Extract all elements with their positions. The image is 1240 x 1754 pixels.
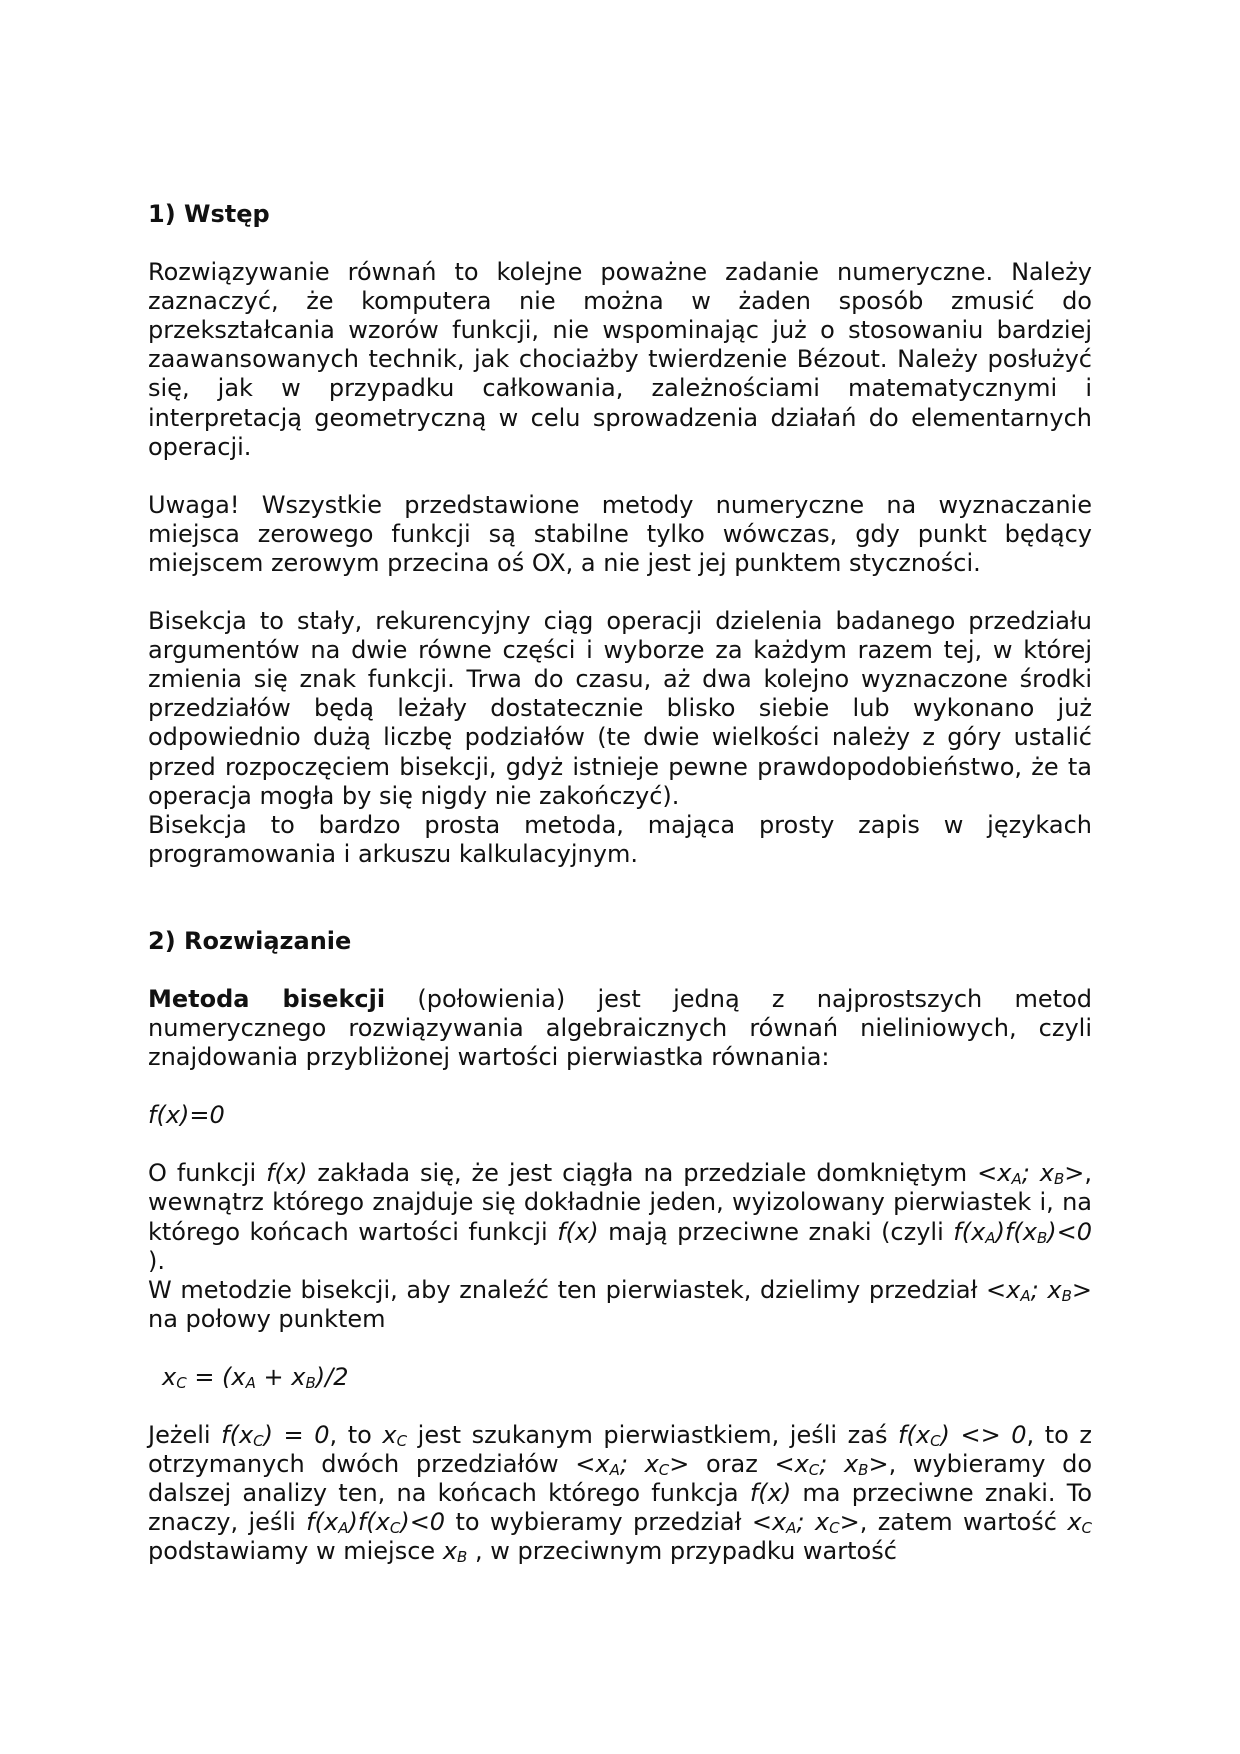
paragraph-selection: Jeżeli $f(x_C) = 0$, to $x_C$ jest szukanym pierwiastkiem, jeśli zaś $f(x_C) <> 0$, to z otrzymanych dwóch przedziałów $<x_A$; $x_C>$ oraz $<x_C$; $x_B>$, wybieramy do dalszej analizy ten, na końcach którego funkcja f(x) ma przeciwne znaki. To znaczy, jeśli $f(x_A)f(x_C)<0$ to wybieramy przedział $<x_A$; $x_C>$, zatem wartość $x_C$ podstawiamy w miejsce $x_B$ , w przeciwnym przypadku wartość — [148, 1421, 1093, 1567]
spacer — [148, 578, 1092, 607]
term-bold: Metoda bisekcji — [148, 984, 386, 1013]
document-page — [148, 200, 1092, 1566]
section-heading-intro: 1) Wstęp — [148, 200, 270, 228]
paragraph: Bisekcja to bardzo prosta metoda, mająca prosty zapis w językach programowania i arkuszu kalkulacyjnym. — [148, 810, 1092, 868]
paragraph: Rozwiązywanie równań to kolejne poważne zadanie numeryczne. Należy zaznaczyć, że komputera nie można w żaden sposób zmusić do przekształcania wzorów funkcji, nie wspominając już o stosowaniu bardziej zaawansowanych technik, jak chociażby twierdzenie Bézout. Należy posłużyć się, jak w przypadku całkowania, zależnościami matematycznymi i interpretacją geometryczną w celu sprowadzenia działań do elementarnych operacji. — [148, 258, 1092, 461]
paragraph-method-intro: Metoda bisekcji (połowienia) jest jedną z najprostszych metod numerycznego rozwiązywania algebraicznych równań nieliniowych, czyli znajdowania przybliżonej wartości pierwiastka równania: — [148, 984, 1092, 1072]
paragraph: Bisekcja to stały, rekurencyjny ciąg operacji dzielenia badanego przedziału argumentów na dwie równe części i wyborze za każdym razem tej, w której zmienia się znak funkcji. Trwa do czasu, aż dwa kolejno wyznaczone środki przedziałów będą leżały dostatecznie blisko siebie lub wykonano już odpowiednio dużą liczbę podziałów (te dwie wielkości należy z góry ustalić przed rozpoczęciem bisekcji, gdyż istnieje pewne prawdopodobieństwo, że ta operacja mogła by się nigdy nie zakończyć). — [148, 607, 1092, 810]
spacer — [148, 1130, 1092, 1159]
spacer — [148, 898, 1092, 927]
paragraph: Uwaga! Wszystkie przedstawione metody numeryczne na wyznaczanie miejsca zerowego funkcji są stabilne tylko wówczas, gdy punkt będący miejscem zerowym przecina oś OX, a nie jest jej punktem styczności. — [148, 490, 1092, 577]
spacer — [148, 956, 1092, 985]
spacer — [148, 462, 1092, 491]
paragraph-bisection: W metodzie bisekcji, aby znaleźć ten pierwiastek, dzielimy przedział $<x_A$; $x_B>$ na połowy punktem — [148, 1275, 1092, 1333]
paragraph-assumptions: O funkcji f(x) zakłada się, że jest ciągła na przedziale domkniętym $<x_A$; $x_B>$, wewnątrz którego znajduje się dokładnie jeden, wyizolowany pierwiastek i, na którego końcach wartości funkcji f(x) mają przeciwne znaki (czyli $f(x_A)f(x_B)<0$ ). — [148, 1159, 1093, 1275]
section-heading-solution: 2) Rozwiązanie — [148, 926, 352, 955]
spacer — [148, 1072, 1092, 1101]
spacer — [148, 229, 1092, 258]
spacer — [148, 1334, 1092, 1363]
equation: f(x)=0 — [148, 1101, 225, 1130]
equation-midpoint: $x_C = (x_A + x_B)/2$ — [162, 1362, 349, 1392]
spacer — [148, 869, 1092, 898]
spacer — [148, 1392, 1092, 1421]
